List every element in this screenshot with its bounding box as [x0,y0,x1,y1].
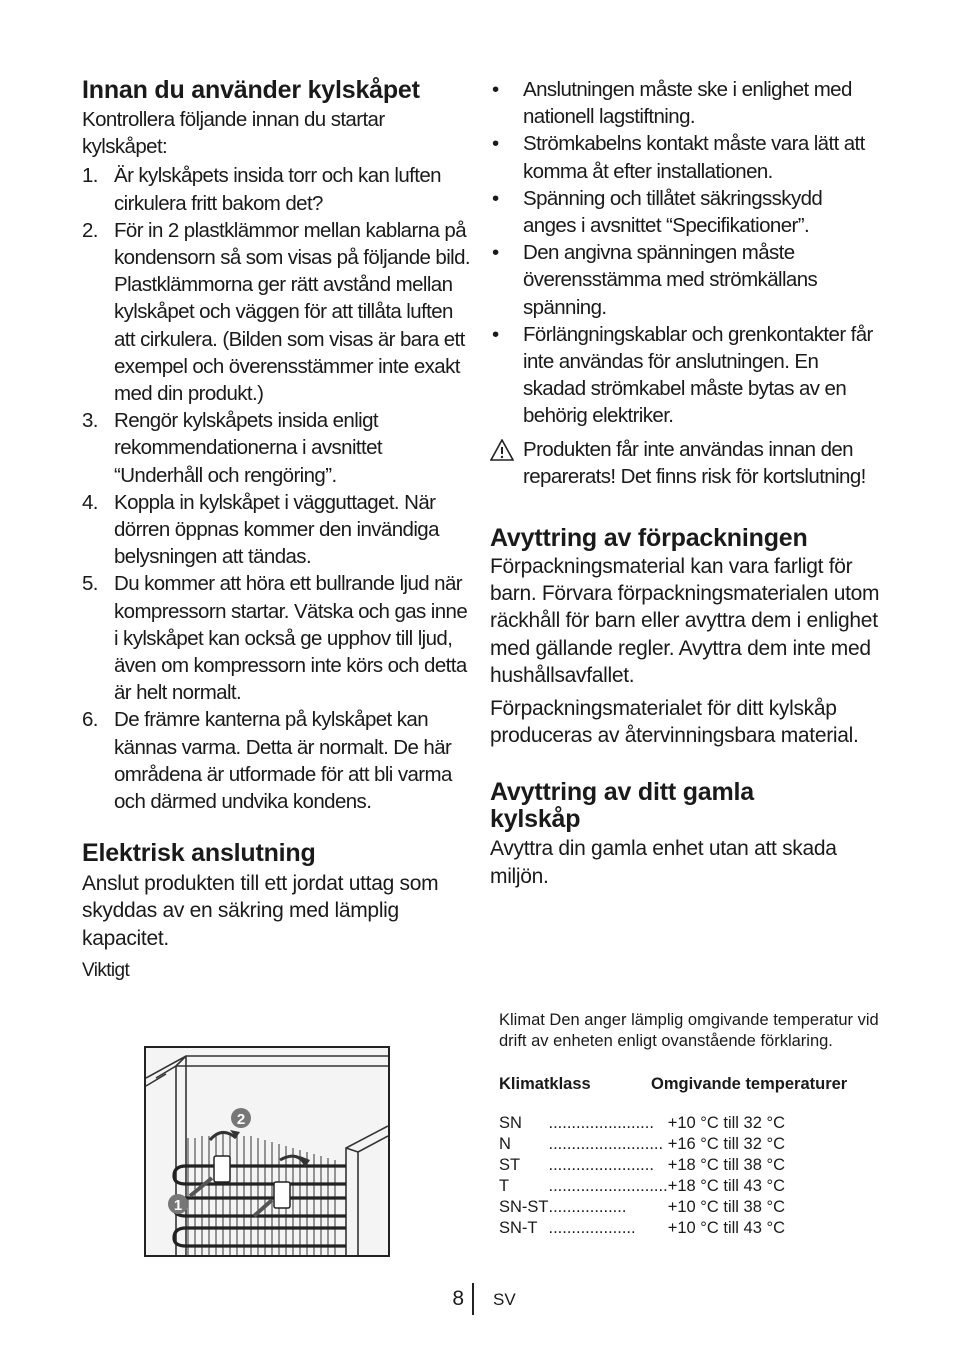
condenser-clips-figure [144,1046,390,1257]
climate-table [499,1113,785,1239]
left-column [82,76,472,984]
list-item [82,706,472,815]
page-footer [0,1283,954,1315]
important-label: Viktigt [82,959,130,981]
table-row [499,1218,785,1239]
list-item: • Strömkabelns kontakt måste vara lätt att komma åt efter installationen. [492,132,865,183]
leader-dots: ....................... [548,1156,654,1174]
list-item [82,570,472,706]
step-text: De främre kanterna på kylskåpet kan kännas varma. Detta är normalt. De här områdena är utformade för att bli varma och därmed undvika kondens. [114,708,452,814]
bullet-text: Anslutningen måste ske i enlighet med nationell lagstiftning. [523,78,852,129]
temperature-range: +18 °C till 43 °C [667,1177,785,1195]
step-number: 5. [82,572,98,596]
step-text: Rengör kylskåpets insida enligt rekommendationerna i avsnittet “Underhåll och rengöring”. [114,409,383,487]
warning-note [490,436,880,490]
right-column [490,76,880,890]
list-item: • Den angivna spänningen måste överensstämma med strömkällans spänning. [492,241,818,319]
badge-1-label: 1 [173,1197,183,1214]
climate-class: ST [499,1156,521,1174]
table-row [499,1197,785,1218]
badge-2-label: 2 [236,1111,246,1128]
heading-old-fridge: Avyttring av ditt gamla kylskåp [490,778,754,834]
step-number: 3. [82,409,98,433]
temperature-range: +10 °C till 43 °C [667,1219,785,1237]
heading-before-use: Innan du använder kylskåpet [82,76,420,104]
bullet-text: Förlängningskablar och grenkontakter får inte användas för anslutningen. En skadad strömkabel måste bytas av en behörig elektriker. [523,322,873,428]
connection-bullets [490,76,880,430]
step-number: 6. [82,708,98,732]
badge-2 [231,1108,251,1128]
header-climate-class: Klimatklass [499,1075,591,1093]
temperature-range: +10 °C till 32 °C [667,1114,785,1132]
leader-dots: ....................... [548,1114,654,1132]
table-row [499,1113,785,1134]
language-code: SV [493,1290,516,1309]
list-item [82,489,472,571]
list-item: • Spänning och tillåtet säkringsskydd anges i avsnittet “Specifikationer”. [492,186,823,238]
climate-class: T [499,1177,510,1195]
list-item [82,407,472,489]
table-row [499,1176,785,1197]
step-text: För in 2 plastklämmor mellan kablarna på kondensorn så som visas på följande bild. Plastklämmorna ger rätt avstånd mellan kylskåpet och väggen för att tillåta luften att cirkulera. (Bilden som visas är bara ett exempel och överensstämmer inte exakt med din produkt.) [114,218,471,406]
step-number: 1. [82,164,98,188]
heading-packaging: Avyttring av förpackningen [490,524,808,553]
climate-class: SN-ST [499,1198,549,1216]
old-fridge-text: Avyttra din gamla enhet utan att skada miljön. [490,837,837,888]
list-item: • Anslutningen måste ske i enlighet med nationell lagstiftning. [492,78,852,129]
leader-dots: .......................... [548,1177,668,1195]
page-number: 8 [452,1287,464,1310]
packaging-text-1: Förpackningsmaterial kan vara farligt för barn. Förvara förpackningsmaterialen utom räckhåll för barn eller avyttra dem i enlighet med gällande regler. Avyttra dem inte med hushållsavfallet. [490,555,880,687]
footer-divider [472,1283,474,1315]
step-number: 4. [82,490,98,514]
temperature-range: +16 °C till 32 °C [667,1135,785,1153]
temperature-range: +10 °C till 38 °C [667,1198,785,1216]
header-ambient-temp: Omgivande temperaturer [651,1075,848,1093]
warning-text: Produkten får inte användas innan den reparerats! Det finns risk för kortslutning! [523,437,866,488]
badge-1 [168,1194,188,1214]
climate-table-header [499,1074,889,1095]
steps-list [82,162,472,815]
leader-dots: ................... [548,1219,636,1237]
list-item: • Förlängningskablar och grenkontakter får inte användas för anslutningen. En skadad strömkabel måste bytas av en behörig elektriker. [492,322,873,428]
intro-text: Kontrollera följande innan du startar kylskåpet: [82,108,385,159]
packaging-text-2: Förpackningsmaterialet för ditt kylskåp produceras av återvinningsbara material. [490,697,859,748]
climate-class: SN [499,1114,522,1132]
climate-class-block [499,1010,889,1239]
list-item [82,162,472,216]
warning-triangle-icon [490,439,514,461]
step-text: Du kommer att höra ett bullrande ljud när kompressorn startar. Vätska och gas inne i kylskåpet kan också ge upphov till ljud, även om kompressorn inte körs och detta är helt normalt. [114,572,468,705]
bullet-text: Den angivna spänningen måste överensstämma med strömkällans spänning. [523,241,818,319]
climate-class: SN-T [499,1219,538,1237]
table-row [499,1155,785,1176]
condenser-illustration [146,1048,388,1255]
list-item [82,217,472,407]
leader-dots: ......................... [548,1135,664,1153]
climate-intro: Klimat Den anger lämplig omgivande temperatur vid drift av enheten enligt ovanstående förklaring. [499,1011,879,1050]
leader-dots: ................. [548,1198,627,1216]
electric-text: Anslut produkten till ett jordat uttag som skyddas av en säkring med lämplig kapacitet. [82,872,439,950]
step-text: Koppla in kylskåpet i vägguttaget. När dörren öppnas kommer den invändiga belysningen att tändas. [114,490,439,569]
step-text: Är kylskåpets insida torr och kan luften cirkulera fritt bakom det? [114,164,441,215]
temperature-range: +18 °C till 38 °C [667,1156,785,1174]
bullet-text: Strömkabelns kontakt måste vara lätt att komma åt efter installationen. [523,132,865,183]
climate-class: N [499,1135,511,1153]
bullet-text: Spänning och tillåtet säkringsskydd anges i avsnittet “Specifikationer”. [523,186,823,238]
step-number: 2. [82,218,98,242]
heading-electric: Elektrisk anslutning [82,839,316,868]
table-row [499,1134,785,1155]
